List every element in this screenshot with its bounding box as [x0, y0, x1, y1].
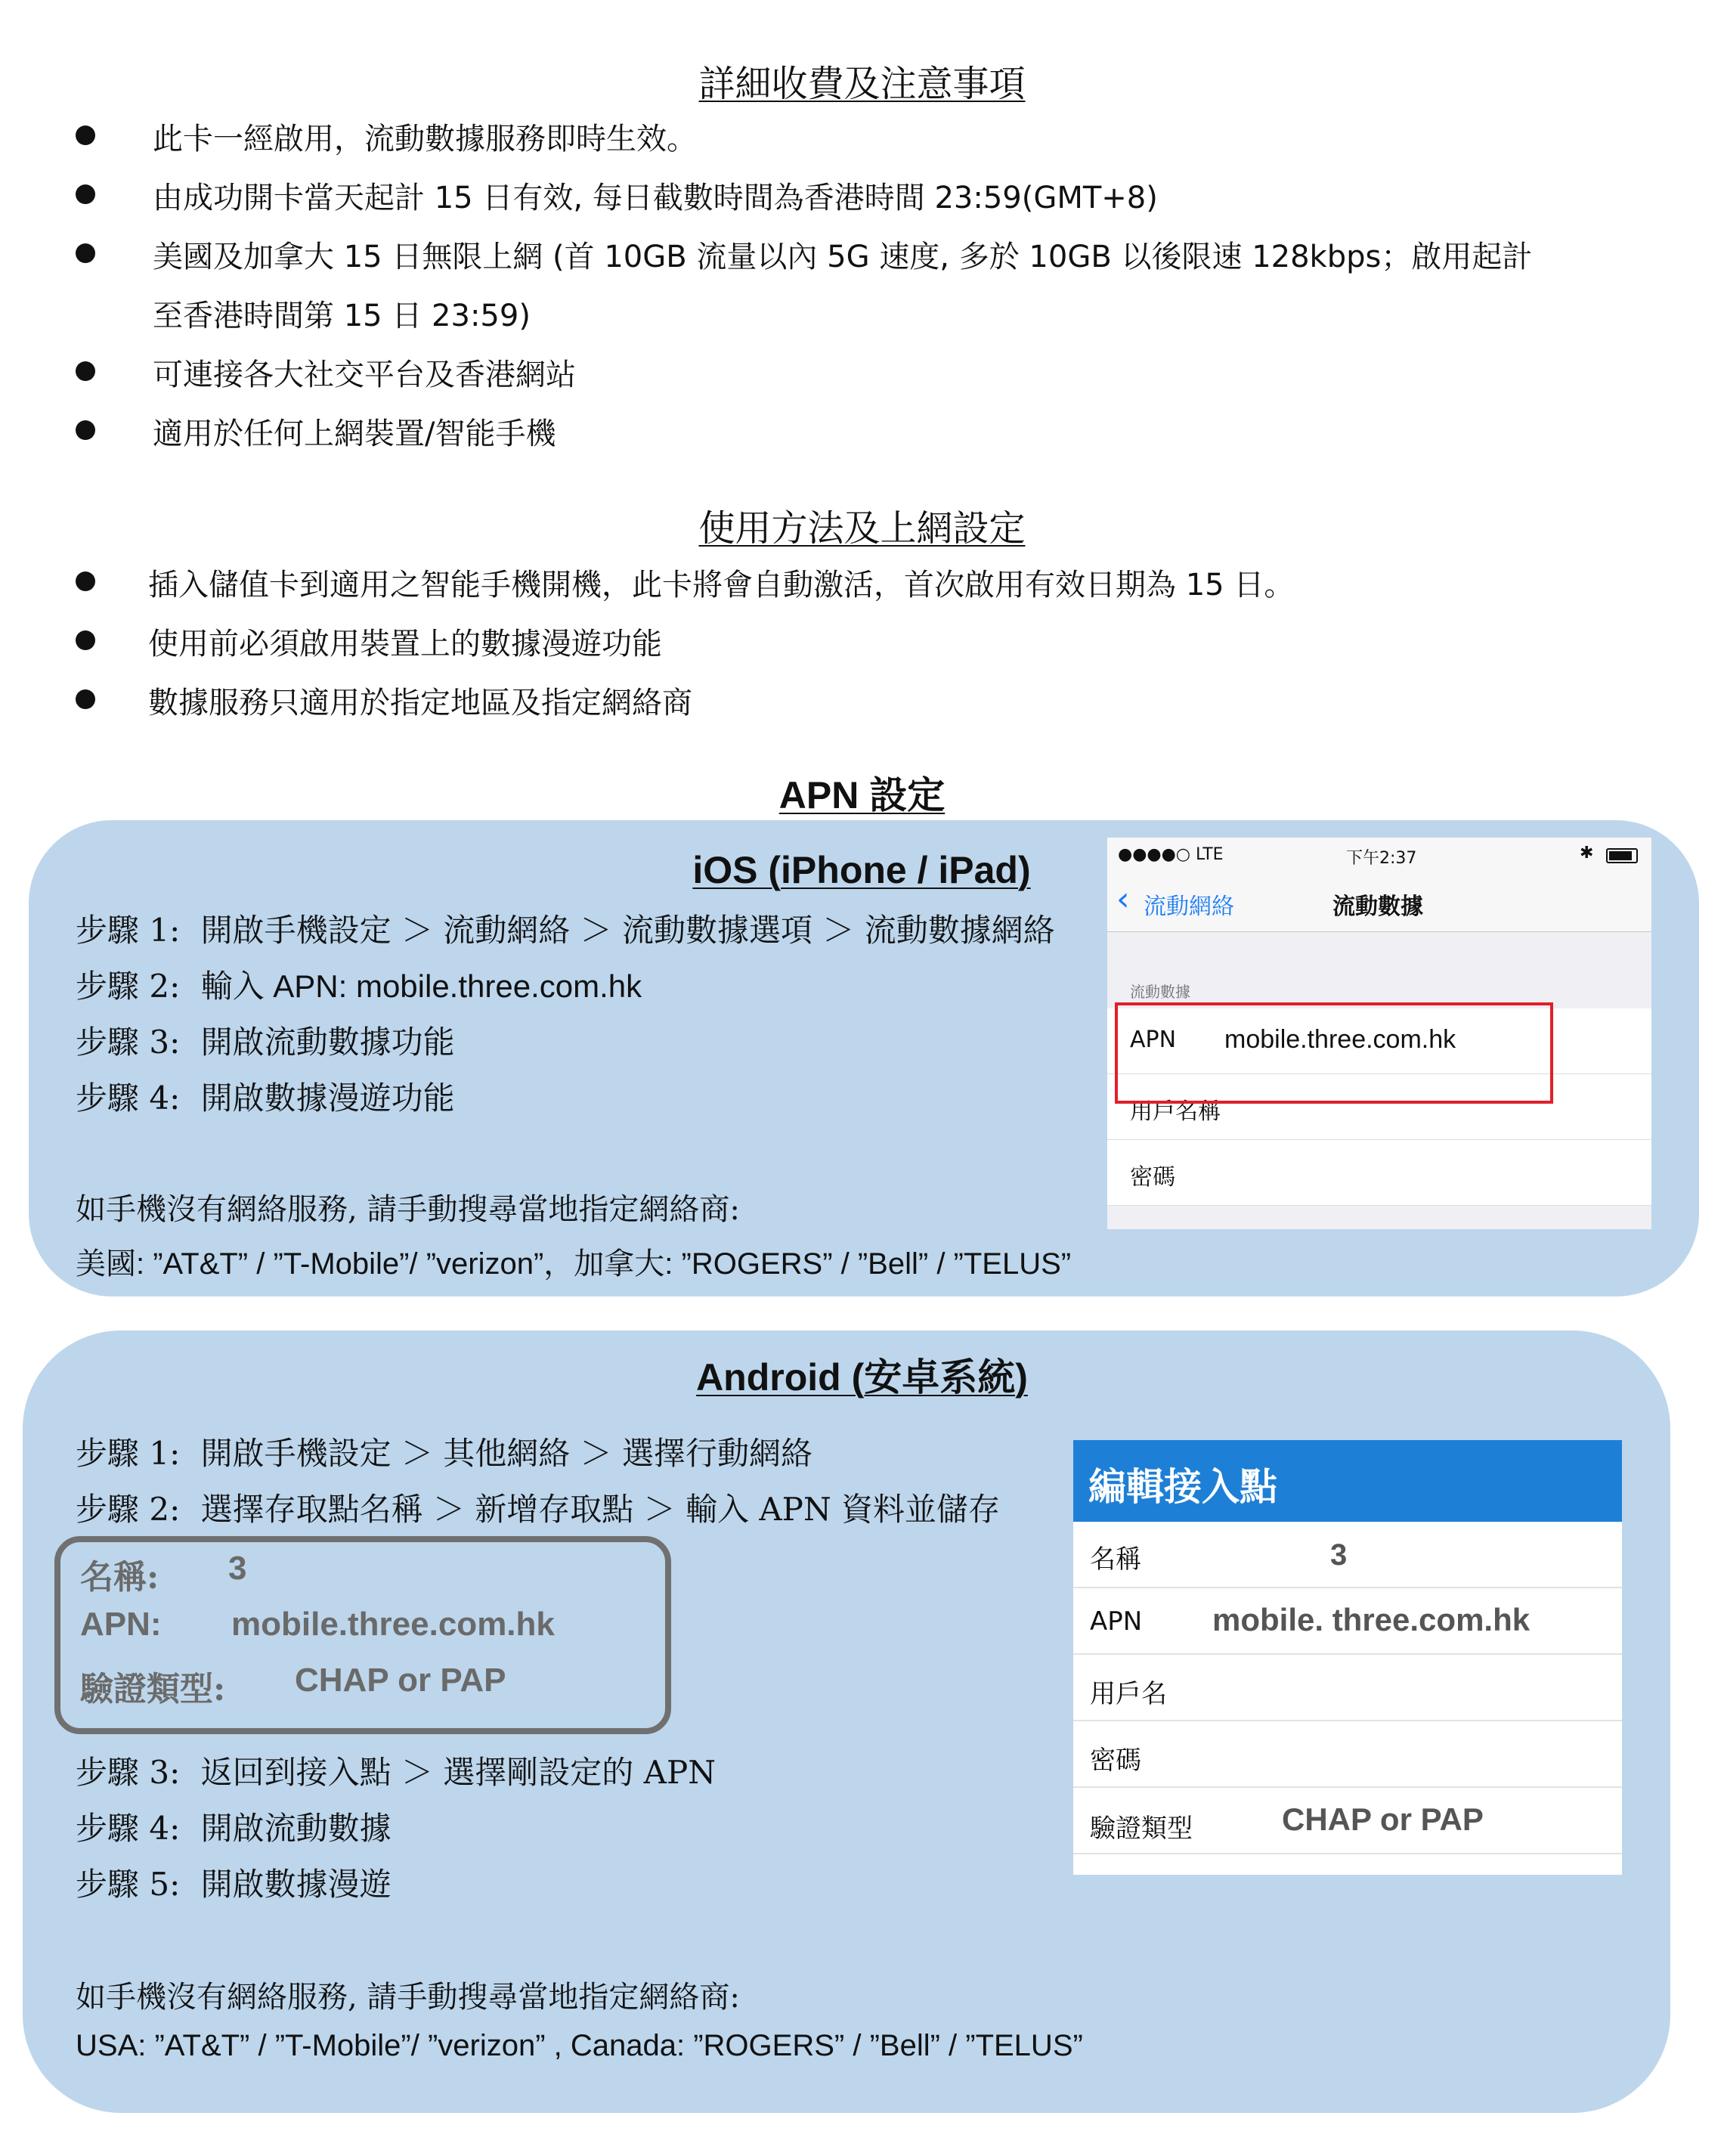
- android-step: 步驟 1: 開啟手機設定 ＞ 其他網絡 ＞ 選擇行動網絡: [76, 1435, 812, 1472]
- edit-apn-header: 編輯接入點: [1073, 1440, 1622, 1522]
- bullet-icon: [76, 689, 95, 709]
- back-button[interactable]: 流動網絡: [1144, 894, 1234, 920]
- apn-password-row[interactable]: 密碼: [1073, 1721, 1622, 1788]
- config-name-row: 名稱: 3: [80, 1550, 247, 1597]
- nav-title: 流動數據: [1332, 894, 1423, 920]
- bullet-icon: [76, 184, 95, 204]
- android-apn-screenshot: [1073, 1440, 1622, 1875]
- section-header: 流動數據: [1130, 983, 1190, 1001]
- ios-step: 步驟 4: 開啟數據漫遊功能: [76, 1080, 455, 1117]
- apn-heading: APN 設定: [778, 774, 946, 816]
- bullet-icon: [76, 125, 95, 145]
- config-auth-row: 驗證類型: CHAP or PAP: [80, 1662, 506, 1708]
- nav-bar: [1107, 871, 1651, 932]
- bullet-icon: [76, 630, 95, 650]
- apn-row[interactable]: APN mobile.three.com.hk: [1107, 1008, 1651, 1074]
- android-step: 步驟 2: 選擇存取點名稱 ＞ 新增存取點 ＞ 輸入 APN 資料並儲存: [76, 1491, 1001, 1528]
- charges-heading: 詳細收費及注意事項: [698, 63, 1026, 105]
- apn-auth-type-row[interactable]: 驗證類型 CHAP or PAP: [1073, 1788, 1622, 1854]
- ios-note: 如手機沒有網絡服務, 請手動搜尋當地指定網絡商:: [76, 1192, 740, 1227]
- android-step: 步驟 5: 開啟數據漫遊: [76, 1866, 392, 1903]
- ios-step: 步驟 3: 開啟流動數據功能: [76, 1024, 455, 1061]
- ios-title: iOS (iPhone / iPad): [692, 849, 1031, 891]
- ios-settings-screenshot: [1107, 838, 1651, 1229]
- apn-apn-row[interactable]: APN mobile. three.com.hk: [1073, 1588, 1622, 1655]
- status-bar: ●●●●○ LTE 下午2:37 ✱: [1107, 838, 1651, 871]
- username-row[interactable]: 用戶名稱: [1107, 1074, 1651, 1140]
- android-carriers: USA: ”AT&T” / ”T-Mobile”/ ”verizon” , Canada: ”ROGERS” / ”Bell” / ”TELUS”: [76, 2029, 1083, 2062]
- ios-step: 步驟 1: 開啟手機設定 ＞ 流動網絡 ＞ 流動數據選項 ＞ 流動數據網絡: [76, 912, 1055, 949]
- android-title: Android (安卓系統): [696, 1356, 1028, 1399]
- apn-highlight-box: [1115, 1002, 1553, 1104]
- bluetooth-icon: ✱: [1580, 844, 1594, 863]
- chevron-left-icon[interactable]: ‹: [1116, 880, 1130, 918]
- battery-icon: [1606, 848, 1638, 863]
- android-step: 步驟 3: 返回到接入點 ＞ 選擇剛設定的 APN: [76, 1754, 716, 1791]
- config-apn-row: APN: mobile.three.com.hk: [80, 1606, 555, 1643]
- android-note: 如手機沒有網絡服務, 請手動搜尋當地指定網絡商:: [76, 1980, 740, 2015]
- bullet-icon: [76, 361, 95, 381]
- apn-username-row[interactable]: 用戶名: [1073, 1655, 1622, 1721]
- ios-step: 步驟 2: 輸入 APN: mobile.three.com.hk: [76, 968, 642, 1005]
- apn-name-row[interactable]: 名稱 3: [1073, 1522, 1622, 1588]
- bullet-icon: [76, 420, 95, 440]
- bullet-icon: [76, 572, 95, 591]
- usage-heading: 使用方法及上網設定: [698, 507, 1026, 550]
- ios-carriers: 美國: ”AT&T” / ”T-Mobile”/ ”verizon”，加拿大: ”ROGERS” / ”Bell” / ”TELUS”: [76, 1247, 1072, 1281]
- android-step: 步驟 4: 開啟流動數據: [76, 1810, 392, 1847]
- bullet-icon: [76, 243, 95, 263]
- password-row[interactable]: 密碼: [1107, 1140, 1651, 1206]
